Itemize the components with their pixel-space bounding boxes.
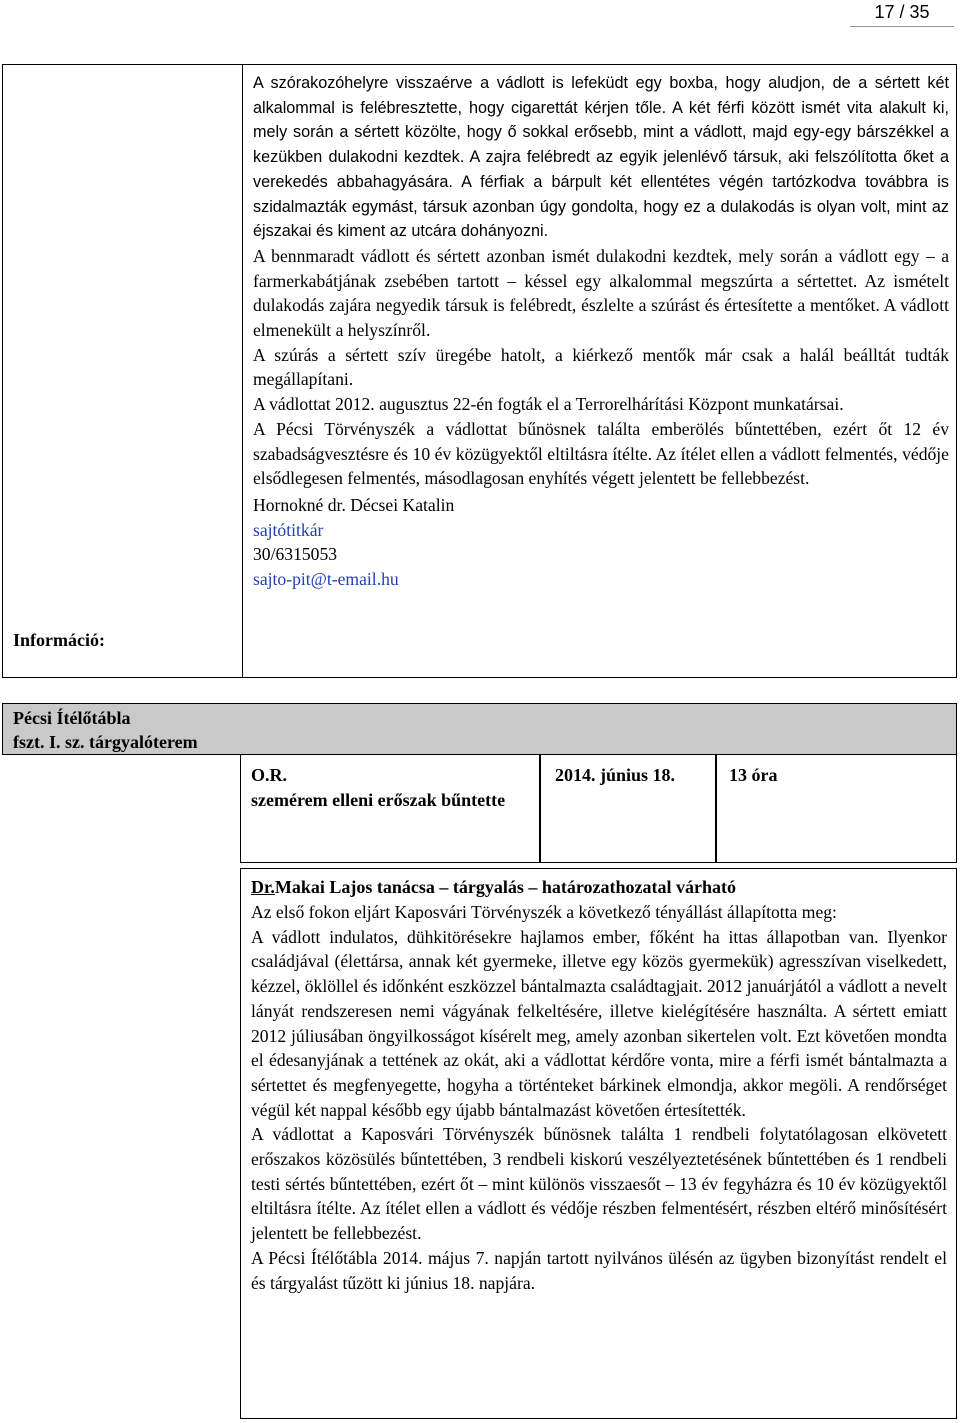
contact-role: sajtótitkár xyxy=(253,519,324,540)
court-name xyxy=(13,706,198,754)
contact-email-link[interactable]: sajto-pit@t-email.hu xyxy=(253,569,399,590)
court-header xyxy=(2,703,957,755)
paragraph: A vádlott indulatos, dühkitörésekre hajlamos ember, főként ha ittas állapotban van. Ilyenkor családjával (élettársa, annak két gyermeke, illetve egy közös gyermekük) agresszívan viselkedett, kézzel, öklöllel és időnként eszközzel bántalmazta családtagjait. 2012 januárjától a vádlott a nevelt lányát rendszeresen nemi vágyának felkeltésére, illetve kielégítésére használta. A sértett emiatt 2012 júliusában öngyilkosságot kísérelt meg, amely azonban sikertelen volt. Ezt követően mondta el édesanyjának a tettének az okát, aki a vádlottat kérdőre vonta, mire a férfi ismét bántalmazta a sértettet és megfenyegette, hogyha a történteket bárkinek elmondja, akkor megöli. A rendőrséget végül két nappal később egy újabb bántalmazást követően értesítették. xyxy=(251,926,947,1120)
judge-rest: Makai Lajos tanácsa – tárgyalás – határozathozatal várható xyxy=(274,877,736,897)
charge: szemérem elleni erőszak bűntette xyxy=(251,790,506,810)
paragraph: A bennmaradt vádlott és sértett azonban ismét dulakodni kezdtek, mely során a vádlott egy – a farmerkabátjának zsebében tartott – késsel egy alkalommal megszúrta a sértettet. Az ismételt dulakodás zajára negyedik társuk is felébredt, észlelte a szúrást és értesítette a mentőket. A vádlott elmenekült a helyszínről. xyxy=(253,245,949,341)
paragraph: A szúrás a sértett szív üregébe hatolt, a kiérkező mentők már csak a halál beálltát tudták megállapítani. xyxy=(253,344,949,390)
contact-name: Hornokné dr. Décsei Katalin xyxy=(253,494,455,515)
date-cell xyxy=(540,755,716,863)
paragraph: Az első fokon eljárt Kaposvári Törvényszék a következő tényállást állapította meg: xyxy=(251,902,837,922)
paragraph: A vádlottat a Kaposvári Törvényszék bűnösnek találta 1 rendbeli folytatólagosan elkövetett erőszakos közösülés bűntettében, 3 rendbeli kiskorú veszélyeztetésének bűntettében és 1 rendbeli testi sértés bűntettében, ezért őt – mint különös visszaesőt – 13 év fegyházra és 10 év közügyektől eltiltásra ítélte. Az ítélet ellen a vádlott és védője részben felmentésért, részben eltérő minősítésért jelentett be fellebbezést. xyxy=(251,1124,947,1244)
page-number: 17 / 35 xyxy=(850,0,954,27)
court-line-2: fszt. I. sz. tárgyalóterem xyxy=(13,732,198,752)
case-cell-content xyxy=(251,763,535,813)
case-description xyxy=(253,71,949,592)
paragraph: A szórakozóhelyre visszaérve a vádlott is lefeküdt egy boxba, hogy aludjon, de a sértett két alkalommal is felébresztette, hogy cigarettát kérjen tőle. A két férfi között ismét vita alakult ki, mely során a sértett közölte, hogy ő sokkal erősebb, mint a vádlott, majd egy-egy bárszékkel a kezükben dulakodni kezdtek. A zajra felébredt az egyik jelenlévő társuk, aki felszólította őket a verekedés abbahagyására. A férfiak a bárpult két ellentétes végén tartózkodva továbbra is szidalmazták egymást, társuk azonban úgy gondolta, hogy ez a dulakodás is olyan volt, mint az éjszakai és kiment az utcára dohányozni. xyxy=(253,74,949,241)
contact-phone: 30/6315053 xyxy=(253,544,338,565)
time-cell xyxy=(716,755,957,863)
case-table-previous xyxy=(2,64,957,678)
paragraph: A vádlottat 2012. augusztus 22-én fogták el a Terrorelhárítási Központ munkatársai. xyxy=(253,394,844,415)
case-details-content xyxy=(251,875,947,1295)
judge-prefix: Dr. xyxy=(251,877,275,897)
defendant-initials: O.R. xyxy=(251,765,287,785)
paragraph: A Pécsi Ítélőtábla 2014. május 7. napján tartott nyilvános ülésén az ügyben bizonyítást rendelt el és tárgyalást tűzött ki június 18. napjára. xyxy=(251,1247,947,1293)
case-details xyxy=(240,868,957,1419)
contact-block xyxy=(253,493,949,592)
hearing-time: 13 óra xyxy=(729,765,778,785)
court-line-1: Pécsi Ítélőtábla xyxy=(13,708,131,728)
info-label: Információ: xyxy=(13,630,105,650)
paragraph: A Pécsi Törvényszék a vádlottat bűnösnek találta emberölés bűntettében, ezért őt 12 év szabadságvesztésre és 10 év közügyektől eltiltásra ítélte. Az ítélet ellen a vádlott felmentés, védője elsődlegesen felmentés, másodlagosan enyhítés végett jelentett be fellebbezést. xyxy=(253,418,949,489)
judge-line xyxy=(251,875,947,900)
case-cell xyxy=(240,755,540,863)
hearing-date: 2014. június 18. xyxy=(555,765,676,785)
left-label-column xyxy=(3,65,243,677)
